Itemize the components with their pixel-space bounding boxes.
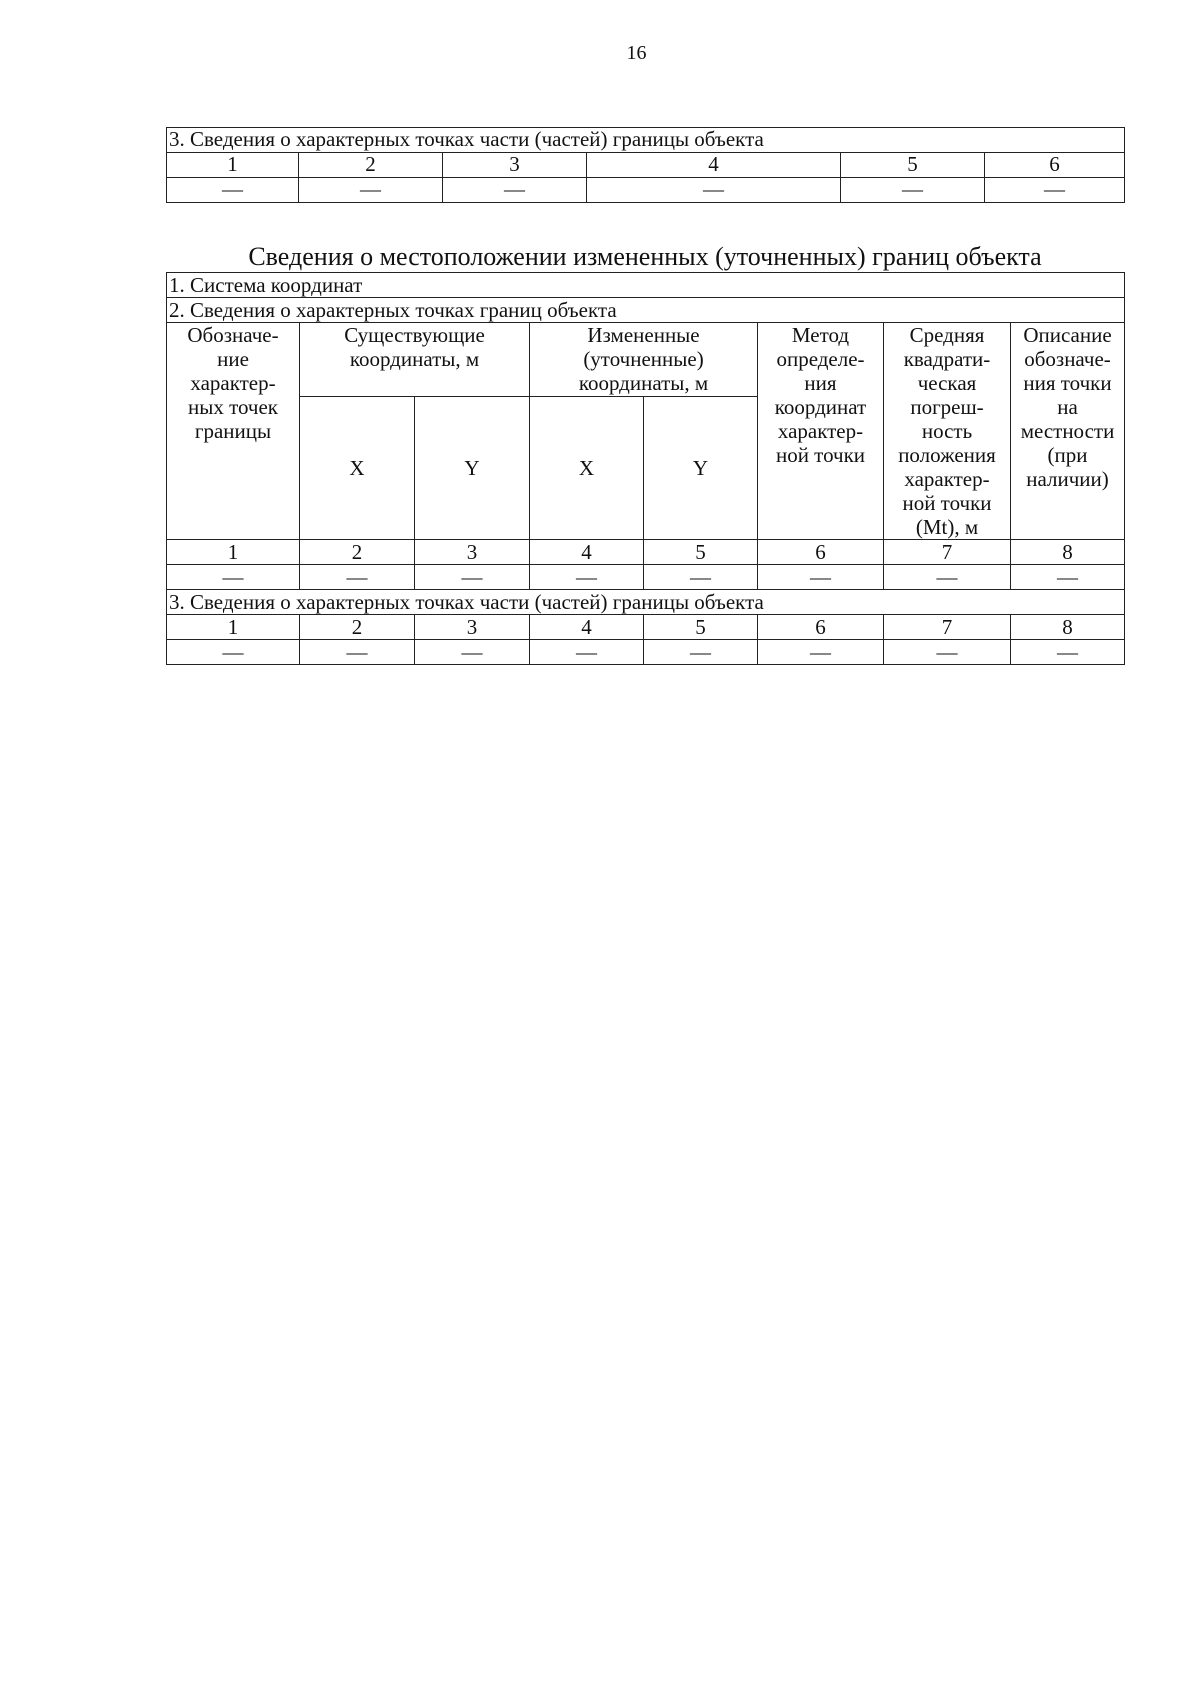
parts-points-table (166, 127, 1125, 203)
parts-section-label: 3. Сведения о характерных точках части (частей) границы объекта (167, 590, 1125, 615)
changed-y-header: Y (644, 396, 758, 539)
designation-header (167, 323, 300, 540)
table-cell: — (1011, 565, 1125, 590)
column-number: 8 (1011, 540, 1125, 565)
column-number: 8 (1011, 615, 1125, 640)
column-number: 2 (299, 153, 443, 178)
column-number: 1 (167, 540, 300, 565)
column-number: 5 (644, 615, 758, 640)
table-cell: — (530, 565, 644, 590)
column-number: 3 (415, 540, 530, 565)
table-cell: — (167, 178, 299, 203)
table-cell: — (415, 565, 530, 590)
header-line: границы (194, 419, 272, 443)
header-line: Обозначе- (187, 323, 279, 347)
header-line: характер- (190, 371, 276, 395)
column-number: 5 (644, 540, 758, 565)
column-number-row (167, 540, 1125, 565)
table-cell: — (884, 565, 1011, 590)
page-number: 16 (626, 42, 647, 64)
table-cell: — (644, 640, 758, 665)
description-header (1011, 323, 1125, 540)
header-line: Описание (1023, 323, 1112, 347)
column-number: 3 (415, 615, 530, 640)
table-cell: — (884, 640, 1011, 665)
boundary-points-table (166, 272, 1125, 665)
header-line: координаты, м (578, 371, 709, 395)
header-line: ния (804, 371, 837, 395)
column-number: 4 (587, 153, 841, 178)
column-number: 7 (884, 615, 1011, 640)
header-line: местности (1020, 419, 1115, 443)
existing-y-header: Y (415, 396, 530, 539)
table-cell: — (587, 178, 841, 203)
coordinate-system-label: 1. Система координат (167, 273, 1125, 298)
header-line: ность (921, 419, 973, 443)
header-line: (Mt), м (915, 515, 979, 539)
column-number: 4 (530, 540, 644, 565)
column-number: 2 (300, 540, 415, 565)
header-line: Измененные (587, 323, 700, 347)
column-number: 7 (884, 540, 1011, 565)
existing-coordinates-header (300, 323, 530, 397)
existing-x-header: X (300, 396, 415, 539)
table-cell: — (841, 178, 985, 203)
column-number: 4 (530, 615, 644, 640)
header-line: на (1057, 395, 1078, 419)
header-line: координаты, м (349, 347, 480, 371)
header-line: ных точек (187, 395, 279, 419)
header-line: ние (217, 347, 249, 371)
column-number: 1 (167, 153, 299, 178)
table-row (167, 565, 1125, 590)
method-header (758, 323, 884, 540)
column-number: 5 (841, 153, 985, 178)
column-number-row (167, 153, 1125, 178)
table-cell: — (167, 565, 300, 590)
header-line: квадрати- (903, 347, 991, 371)
header-line: характер- (904, 467, 990, 491)
accuracy-header (884, 323, 1011, 540)
table-row (167, 640, 1125, 665)
header-line: координат (774, 395, 867, 419)
header-line: обозначе- (1024, 347, 1111, 371)
header-line: ной точки (775, 443, 866, 467)
table-cell: — (758, 640, 884, 665)
header-line: погреш- (910, 395, 984, 419)
column-number: 3 (443, 153, 587, 178)
header-line: наличии) (1026, 467, 1109, 491)
header-line: положения (898, 443, 996, 467)
section-title: Сведения о местоположении измененных (уточненных) границ объекта (248, 242, 1042, 271)
table-cell: — (300, 640, 415, 665)
table-cell: — (644, 565, 758, 590)
table-cell: — (1011, 640, 1125, 665)
table-cell: — (300, 565, 415, 590)
table-cell: — (167, 640, 300, 665)
header-line: определе- (776, 347, 865, 371)
header-line: (при (1047, 443, 1088, 467)
column-number: 6 (985, 153, 1125, 178)
table-cell: — (415, 640, 530, 665)
column-number: 2 (300, 615, 415, 640)
table-cell: — (299, 178, 443, 203)
header-line: характер- (777, 419, 864, 443)
header-line: Средняя (909, 323, 985, 347)
header-line: Существующие (344, 323, 485, 347)
column-number: 6 (758, 615, 884, 640)
changed-coordinates-header (530, 323, 758, 397)
column-number: 6 (758, 540, 884, 565)
table-cell: — (530, 640, 644, 665)
table-row (167, 178, 1125, 203)
table-cell: — (758, 565, 884, 590)
changed-x-header: X (530, 396, 644, 539)
table-cell: — (985, 178, 1125, 203)
header-line: ния точки (1023, 371, 1112, 395)
column-number-row (167, 615, 1125, 640)
column-number: 1 (167, 615, 300, 640)
header-line: ной точки (902, 491, 992, 515)
header-line: (уточненные) (583, 347, 704, 371)
header-line: ческая (917, 371, 977, 395)
table-cell: — (443, 178, 587, 203)
header-line: Метод (791, 323, 850, 347)
parts-section-label: 3. Сведения о характерных точках части (частей) границы объекта (167, 128, 1125, 153)
points-section-label: 2. Сведения о характерных точках границ объекта (167, 298, 1125, 323)
